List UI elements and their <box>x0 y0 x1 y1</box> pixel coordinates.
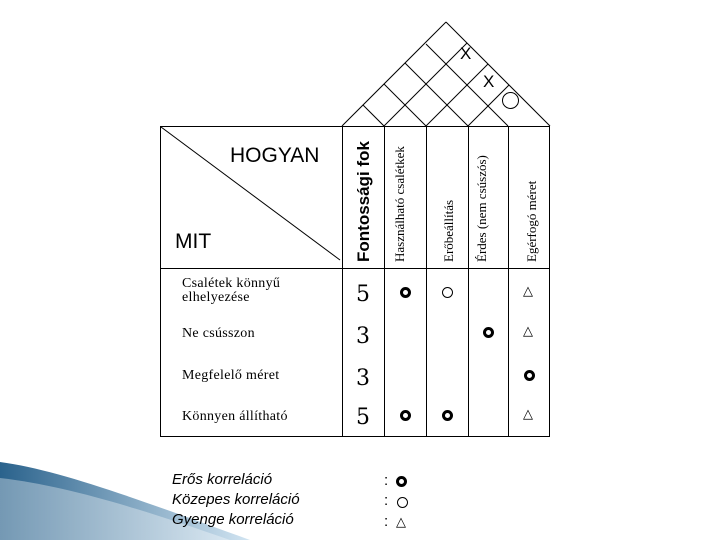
column-header-4 <box>524 181 540 262</box>
legend-sep-2: : <box>384 492 389 509</box>
legend-sep-1: : <box>384 472 389 489</box>
column-header-4-label: Egérfogó méret <box>524 180 539 262</box>
row-label-4: Könnyen állítható <box>182 409 288 424</box>
legend-strong-label: Erős korreláció <box>172 471 273 488</box>
column-header-2-label: Erőbeállítás <box>441 199 456 262</box>
legend-strong-circle-icon <box>396 476 407 487</box>
roof-medium-circle-icon <box>502 92 519 109</box>
strong-correlation-circle-icon <box>400 410 411 421</box>
strong-correlation-circle-icon <box>442 410 453 421</box>
strong-correlation-circle-icon <box>400 287 411 298</box>
strong-correlation-circle-icon <box>483 327 494 338</box>
strong-correlation-circle-icon <box>524 370 535 381</box>
weak-correlation-triangle-icon: △ <box>523 324 533 339</box>
legend-medium-circle-icon <box>397 497 408 508</box>
hogyan-label: HOGYAN <box>230 144 320 167</box>
column-header-3-label: Érdes (nem csúszós) <box>474 155 489 262</box>
row-importance-3: 3 <box>356 366 370 391</box>
row-label-3: Megfelelő méret <box>182 368 280 383</box>
legend-weak-label: Gyenge korreláció <box>172 511 294 528</box>
roof-mark-2: X <box>483 72 495 91</box>
column-header-1-label: Használható csalétkek <box>392 146 407 262</box>
row-importance-2: 3 <box>356 324 370 349</box>
row-label-1: Csalétek könnyű elhelyezése <box>182 276 281 305</box>
importance-header: Fontossági fok <box>354 141 373 262</box>
legend-sep-3: : <box>384 513 389 530</box>
row-importance-4: 5 <box>356 405 370 430</box>
medium-correlation-circle-icon <box>442 287 453 298</box>
legend-medium-label: Közepes korreláció <box>172 491 300 508</box>
legend-weak-triangle-icon: △ <box>396 515 406 530</box>
column-header-1 <box>393 122 406 262</box>
weak-correlation-triangle-icon: △ <box>523 284 533 299</box>
mit-label: MIT <box>175 230 212 253</box>
column-header-3 <box>475 152 488 262</box>
weak-correlation-triangle-icon: △ <box>523 407 533 422</box>
row-label-2: Ne csússzon <box>182 326 255 341</box>
row-importance-1: 5 <box>356 282 370 307</box>
column-header-2 <box>441 200 457 262</box>
roof-mark-1: X <box>460 44 472 63</box>
